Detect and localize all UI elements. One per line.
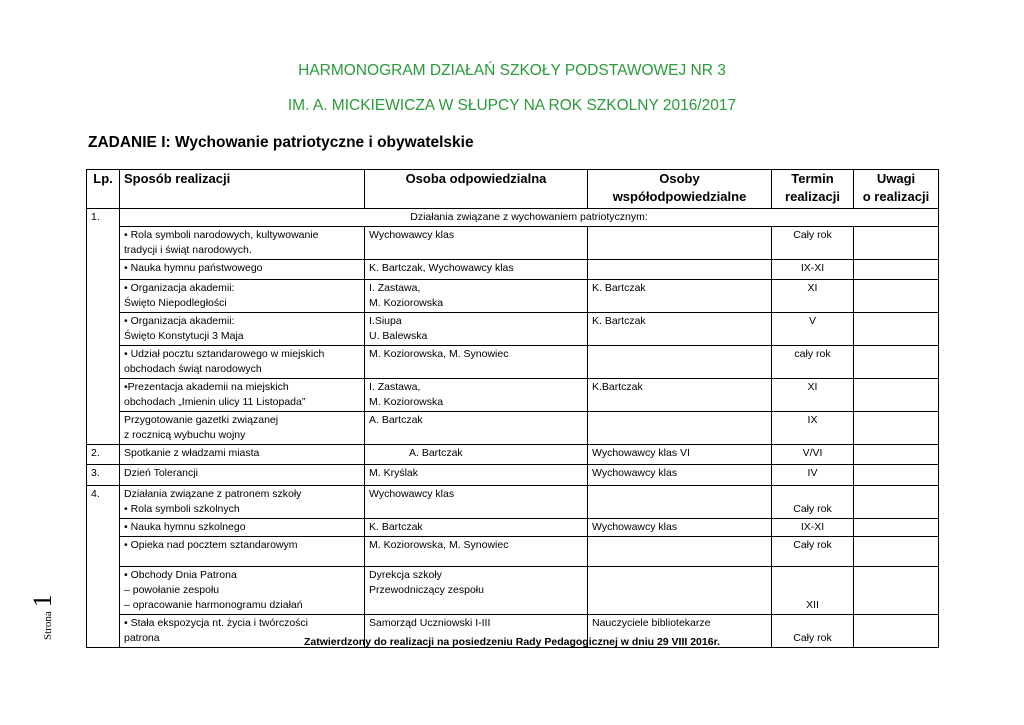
table-row — [87, 486, 939, 519]
method-line: – powołanie zespołu — [124, 584, 220, 596]
term-cell: IX-XI — [772, 519, 854, 537]
method-line: Działania związane z patronem szkoły — [124, 488, 302, 500]
term-cell: IX — [772, 412, 854, 445]
header-responsible: Osoba odpowiedzialna — [365, 170, 588, 209]
co-responsible-cell — [588, 537, 772, 567]
term-cell: Cały rok — [772, 486, 854, 519]
co-responsible-cell — [588, 346, 772, 379]
co-responsible-cell: Wychowawcy klas — [588, 519, 772, 537]
method-cell — [120, 280, 365, 313]
lp-cell: 1. — [87, 209, 120, 445]
notes-cell — [854, 313, 939, 346]
term-cell: Cały rok — [772, 615, 854, 648]
notes-cell — [854, 227, 939, 260]
method-line: – opracowanie harmonogramu działań — [124, 599, 303, 611]
method-line: • Stała ekspozycja nt. życia i twórczości — [124, 617, 308, 629]
table-row — [87, 519, 939, 537]
term-cell: Cały rok — [772, 227, 854, 260]
header-term-line-2: realizacji — [785, 189, 840, 204]
table-row — [87, 412, 939, 445]
header-lp: Lp. — [87, 170, 120, 209]
co-responsible-cell — [588, 486, 772, 519]
co-responsible-cell: Nauczyciele bibliotekarze — [588, 615, 772, 648]
method-cell: • Nauka hymnu państwowego — [120, 260, 365, 280]
co-responsible-cell: Wychowawcy klas VI — [588, 445, 772, 465]
method-cell — [120, 346, 365, 379]
header-notes-line-2: o realizacji — [862, 189, 930, 204]
table-header-row — [87, 170, 939, 209]
responsible-line: M. Koziorowska — [369, 297, 444, 309]
page-number: 1 — [28, 594, 57, 608]
term-cell: IV — [772, 465, 854, 486]
method-line: tradycji i świąt narodowych. — [124, 244, 252, 256]
notes-cell — [854, 260, 939, 280]
table-row — [87, 260, 939, 280]
table-row — [87, 280, 939, 313]
header-notes-line-1: Uwagi — [876, 171, 916, 186]
method-line: Święto Konstytucji 3 Maja — [124, 330, 244, 342]
method-cell: • Opieka nad pocztem sztandarowym — [120, 537, 365, 567]
term-cell: V — [772, 313, 854, 346]
term-cell: V/VI — [772, 445, 854, 465]
method-cell — [120, 313, 365, 346]
method-cell — [120, 567, 365, 615]
responsible-cell — [365, 567, 588, 615]
responsible-line: I. Zastawa, — [369, 381, 421, 393]
header-term-line-1: Termin — [791, 171, 834, 186]
method-cell — [120, 227, 365, 260]
notes-cell — [854, 346, 939, 379]
responsible-cell: A. Bartczak — [365, 445, 588, 465]
notes-cell — [854, 445, 939, 465]
method-line: • Organizacja akademii: — [124, 282, 235, 294]
responsible-line: Dyrekcja szkoły — [369, 569, 442, 581]
responsible-line: M. Koziorowska — [369, 396, 444, 408]
method-cell: Spotkanie z władzami miasta — [120, 445, 365, 465]
co-responsible-cell — [588, 567, 772, 615]
header-term — [772, 170, 854, 209]
responsible-cell — [365, 313, 588, 346]
table-row — [87, 313, 939, 346]
method-line: Święto Niepodległości — [124, 297, 227, 309]
co-responsible-cell — [588, 260, 772, 280]
task-heading: ZADANIE I: Wychowanie patriotyczne i obywatelskie — [88, 134, 474, 151]
responsible-cell: A. Bartczak — [365, 412, 588, 445]
term-cell: cały rok — [772, 346, 854, 379]
responsible-cell: Wychowawcy klas — [365, 486, 588, 519]
method-line: • Obchody Dnia Patrona — [124, 569, 237, 581]
co-responsible-cell: K.Bartczak — [588, 379, 772, 412]
notes-cell — [854, 280, 939, 313]
co-responsible-cell — [588, 227, 772, 260]
method-line: patrona — [124, 632, 160, 644]
section-label: Działania związane z wychowaniem patriotycznym: — [120, 209, 939, 227]
method-line: obchodach świąt narodowych — [124, 363, 262, 375]
table-row — [87, 227, 939, 260]
responsible-cell: M. Koziorowska, M. Synowiec — [365, 537, 588, 567]
notes-cell — [854, 486, 939, 519]
notes-cell — [854, 465, 939, 486]
notes-cell — [854, 519, 939, 537]
method-line: z rocznicą wybuchu wojny — [124, 429, 246, 441]
term-cell: XI — [772, 280, 854, 313]
document-title-line-1: HARMONOGRAM DZIAŁAŃ SZKOŁY PODSTAWOWEJ NR 3 — [298, 62, 726, 79]
method-line: •Prezentacja akademii na miejskich — [124, 381, 289, 393]
responsible-line: U. Balewska — [369, 330, 428, 342]
method-cell — [120, 486, 365, 519]
header-co-responsible — [588, 170, 772, 209]
responsible-line: I.Siupa — [369, 315, 402, 327]
table-row — [87, 346, 939, 379]
method-line: • Rola symboli szkolnych — [124, 503, 240, 515]
notes-cell — [854, 412, 939, 445]
method-cell — [120, 412, 365, 445]
co-responsible-cell: Wychowawcy klas — [588, 465, 772, 486]
co-responsible-cell: K. Bartczak — [588, 313, 772, 346]
table-row — [87, 537, 939, 567]
notes-cell — [854, 567, 939, 615]
responsible-cell: M. Kryślak — [365, 465, 588, 486]
lp-cell: 3. — [87, 465, 120, 486]
responsible-cell: Samorząd Uczniowski I-III — [365, 615, 588, 648]
term-cell: XI — [772, 379, 854, 412]
page-word: Strona — [42, 611, 54, 640]
notes-cell — [854, 379, 939, 412]
header-co-responsible-line-1: Osoby — [659, 171, 700, 186]
responsible-cell — [365, 379, 588, 412]
table-row — [87, 567, 939, 615]
responsible-cell — [365, 280, 588, 313]
term-cell: IX-XI — [772, 260, 854, 280]
method-line: • Organizacja akademii: — [124, 315, 235, 327]
notes-cell — [854, 537, 939, 567]
term-cell: XII — [772, 567, 854, 615]
lp-cell: 4. — [87, 486, 120, 648]
responsible-cell: M. Koziorowska, M. Synowiec — [365, 346, 588, 379]
responsible-cell: K. Bartczak, Wychowawcy klas — [365, 260, 588, 280]
responsible-cell: Wychowawcy klas — [365, 227, 588, 260]
table-row — [87, 465, 939, 486]
header-notes — [854, 170, 939, 209]
table-row — [87, 445, 939, 465]
approval-note: Zatwierdzony do realizacji na posiedzeniu Rady Pedagogicznej w dniu 29 VIII 2016r. — [303, 636, 721, 648]
schedule-table — [86, 169, 939, 648]
responsible-cell: K. Bartczak — [365, 519, 588, 537]
responsible-line: I. Zastawa, — [369, 282, 421, 294]
method-line: Przygotowanie gazetki związanej — [124, 414, 279, 426]
responsible-line: Przewodniczący zespołu — [369, 584, 484, 596]
table-row — [87, 379, 939, 412]
page-number-label — [28, 580, 58, 640]
term-cell: Cały rok — [772, 537, 854, 567]
header-co-responsible-line-2: współodpowiedzialne — [612, 189, 747, 204]
document-title-line-2: IM. A. MICKIEWICZA W SŁUPCY NA ROK SZKOLNY 2016/2017 — [287, 97, 737, 114]
co-responsible-cell — [588, 412, 772, 445]
method-cell: • Nauka hymnu szkolnego — [120, 519, 365, 537]
method-line: • Rola symboli narodowych, kultywowanie — [124, 229, 319, 241]
header-method: Sposób realizacji — [120, 170, 365, 209]
method-line: obchodach „Imienin ulicy 11 Listopada” — [124, 396, 306, 408]
method-cell — [120, 379, 365, 412]
method-cell: Dzień Tolerancji — [120, 465, 365, 486]
co-responsible-cell: K. Bartczak — [588, 280, 772, 313]
lp-cell: 2. — [87, 445, 120, 465]
method-line: • Udział pocztu sztandarowego w miejskich — [124, 348, 325, 360]
section-row — [87, 209, 939, 227]
